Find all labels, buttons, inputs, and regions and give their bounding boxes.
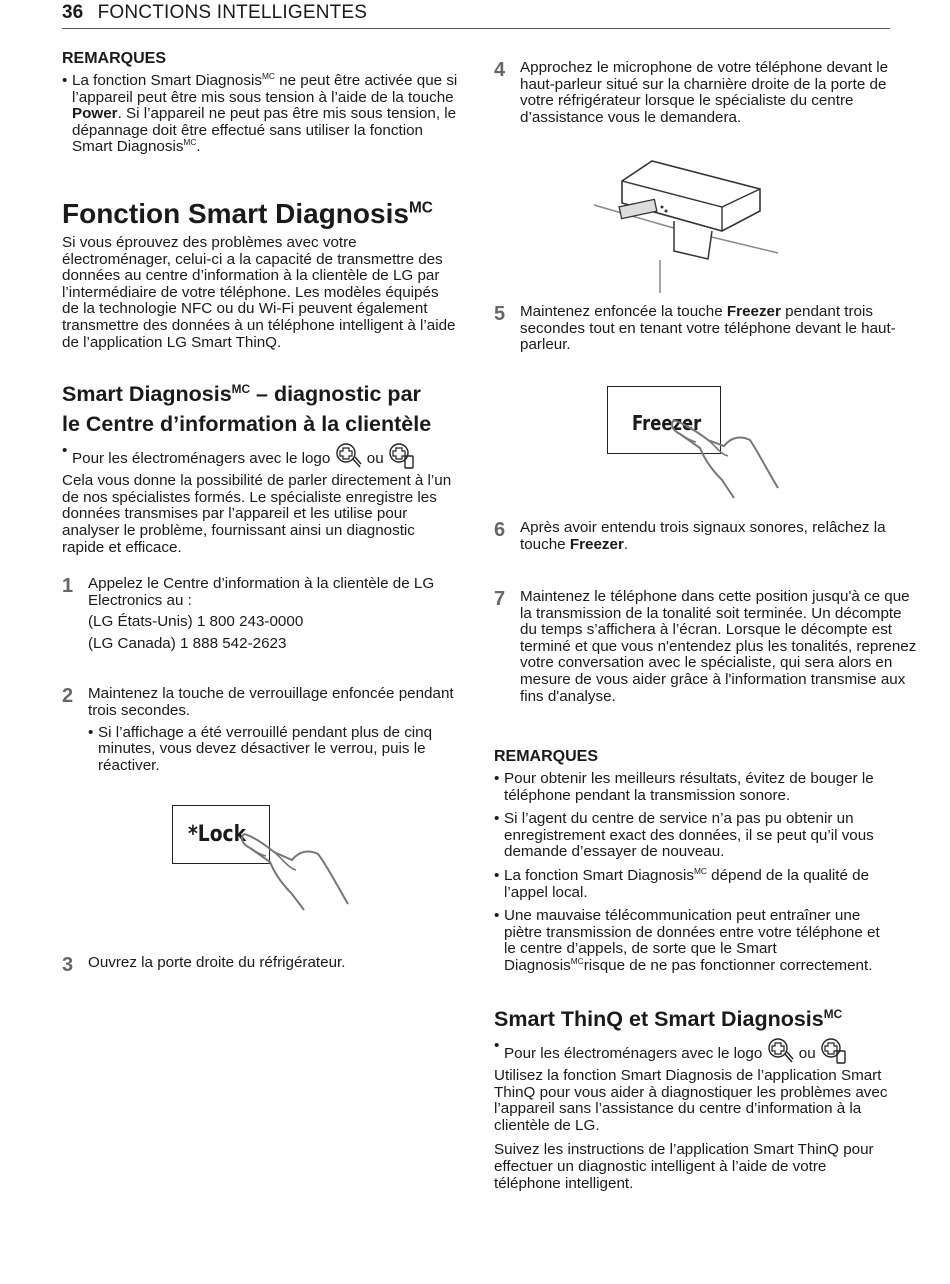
thinq-title: Smart ThinQ et Smart Diagnosis$^{MC}$	[494, 1006, 843, 1031]
phone-canada: (LG Canada) 1 888 542-2623	[88, 634, 287, 652]
freezer-label: Freezer	[632, 411, 702, 435]
phone-us: (LG États-Unis) 1 800 243-0000	[88, 613, 304, 631]
step-4: 4 Approchez le microphone de votre téléphone devant le haut-parleur situé sur la charnière droite de la porte de votre réfrigérateur lorsque le spécialiste du centre d’assistance vous le demandera.	[494, 59, 889, 126]
thinq-section	[494, 1004, 894, 1192]
fridge-hinge-speaker-illustration	[590, 155, 780, 295]
remark-item: • La fonction Smart Diagnosis$^{MC}$ dépend de la qualité de l’appel local.	[494, 868, 894, 901]
call-center-title: Smart Diagnosis$^{MC}$ – diagnostic par le Centre d’information à la clientèle	[62, 381, 432, 437]
remarks-heading: REMARQUES	[62, 50, 167, 67]
step-number: 7	[494, 588, 506, 610]
hand-pressing-lock-icon	[230, 820, 360, 920]
remark-item: • Si l’agent du centre de service n’a pas pu obtenir un enregistrement exact des données, il se peut qu’il vous demande d’essayer de nouveau.	[494, 811, 894, 861]
section-title: FONCTIONS INTELLIGENTES	[97, 2, 368, 23]
step-number: 5	[494, 303, 506, 325]
thinq-paragraph-1: Utilisez la fonction Smart Diagnosis de l’application Smart ThinQ pour vous aider à diagnostiquer les problèmes avec l’appareil sans l’assistance du centre d’information à la clientèle de LG.	[494, 1067, 888, 1134]
step-number: 1	[62, 575, 74, 598]
page-number: 36	[62, 2, 84, 23]
remarks-bottom	[494, 748, 894, 975]
smart-diagnosis-logo-icon	[335, 443, 363, 469]
step-number: 4	[494, 59, 506, 81]
nfc-diagnosis-logo-icon	[388, 443, 416, 469]
nfc-diagnosis-logo-icon	[820, 1038, 848, 1064]
logo-bullet: • Pour les électroménagers avec le logo ou	[62, 443, 458, 469]
step-1: 1 Appelez le Centre d’information à la clientèle de LG Electronics au : (LG États-Unis) 1 800 243-0000 (LG Canada) 1 888 542-2623	[62, 576, 458, 652]
call-center-description: Cela vous donne la possibilité de parler directement à l’un de nos spécialistes formés. Le spécialiste enregistre les données transmises par l’appareil et les utilise pour analyser le problème, fournissant ainsi un diagnostic rapide et efficace.	[62, 472, 452, 556]
lock-label: *Lock	[188, 822, 247, 847]
main-title: Fonction Smart Diagnosis$^{MC}$	[62, 197, 433, 229]
main-intro: Si vous éprouvez des problèmes avec votre électroménager, celui-ci a la capacité de transmettre des données au centre d’information à la clientèle de LG par l’intermédiaire de votre téléphone. Les modèles équipés de la technologie NFC ou du Wi-Fi peuvent également transmettre des données à un téléphone intelligent à l’aide de l’application LG Smart ThinQ.	[62, 233, 456, 351]
remarks-heading: REMARQUES	[494, 748, 599, 765]
smart-diagnosis-logo-icon	[767, 1038, 795, 1064]
step-5: 5 Maintenez enfoncée la touche Freezer pendant trois secondes tout en tenant votre téléphone devant le haut-parleur.	[494, 303, 896, 354]
step-number: 6	[494, 519, 506, 541]
remark-item: • Une mauvaise télécommunication peut entraîner une piètre transmission de données entre votre téléphone et le centre d’appels, de sorte que le Smart Diagnosis$^{MC}$risque de ne pas fonctionner correctement.	[494, 908, 894, 974]
step-2: 2 Maintenez la touche de verrouillage enfoncée pendant trois secondes. • Si l’affichage a été verrouillé pendant plus de cinq minutes, vous devez désactiver le verrou, puis le réactiver.	[62, 686, 458, 774]
remark-item: • La fonction Smart Diagnosis$^{MC}$ ne peut être activée que si l’appareil peut être mis sous tension à l’aide de la touche Power. Si l’appareil ne peut pas être mis sous tension, le dépannage doit être effectué sans utiliser la fonction Smart Diagnosis$^{MC}$.	[62, 73, 458, 156]
step-3: 3 Ouvrez la porte droite du réfrigérateur.	[62, 954, 346, 976]
step-2-subnote: • Si l’affichage a été verrouillé pendant plus de cinq minutes, vous devez désactiver le verrou, puis le réactiver.	[88, 725, 458, 775]
remark-item: • Pour obtenir les meilleurs résultats, évitez de bouger le téléphone pendant la transmission sonore.	[494, 771, 894, 804]
step-number: 3	[62, 954, 74, 976]
logo-bullet: • Pour les électroménagers avec le logo ou	[494, 1038, 894, 1064]
page-header	[62, 2, 890, 29]
step-6: 6 Après avoir entendu trois signaux sonores, relâchez la touche Freezer.	[494, 519, 886, 553]
hand-pressing-freezer-icon	[668, 412, 788, 512]
step-number: 2	[62, 685, 74, 708]
right-column	[494, 59, 917, 1192]
thinq-paragraph-2: Suivez les instructions de l’application Smart ThinQ pour effectuer un diagnostic intelligent à l’aide de votre téléphone intelligent.	[494, 1141, 874, 1192]
step-7: 7 Maintenez le téléphone dans cette position jusqu'à ce que la transmission de la tonalité soit terminée. Un décompte du temps s’affichera à l’écran. Lorsque le décompte est terminé et que vous n'entendez plus les tonalités, reprenez votre conversation avec le spécialiste, qui sera alors en mesure de vous aider grâce à l'information transmise aux fins d'analyse.	[494, 588, 917, 705]
